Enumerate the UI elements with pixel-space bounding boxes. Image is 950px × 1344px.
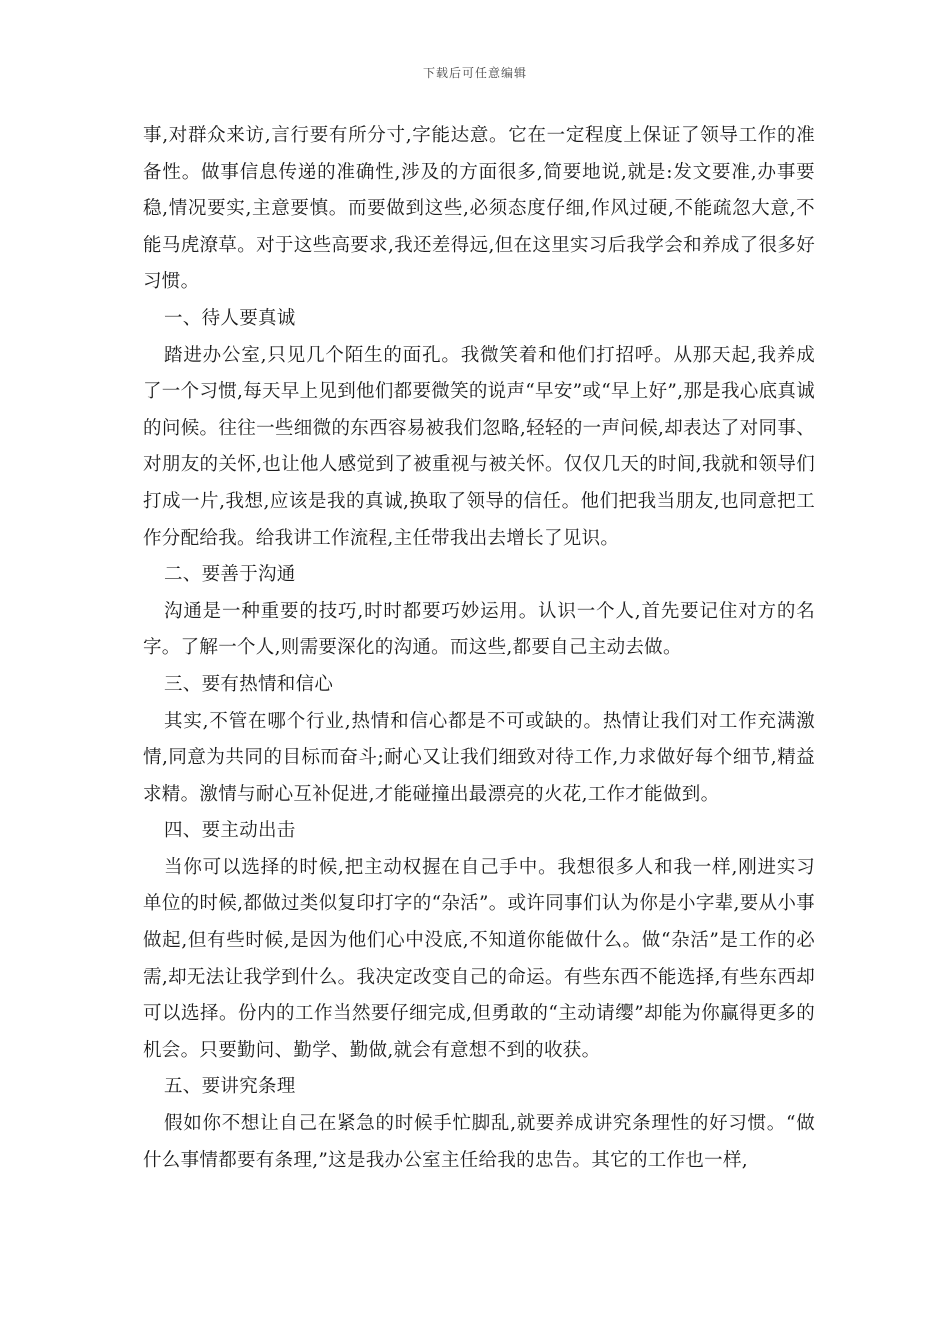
section-heading-1: 一、待人要真诚 <box>164 307 296 329</box>
intro-paragraph: 事,对群众来访,言行要有所分寸,字能达意。它在一定程度上保证了领导工作的准备性。做事信息传递的准确性,涉及的方面很多,简要地说,就是:发文要准,办事要稳,情况要实,主意要慎。而要做到这些,必须态度仔细,作风过硬,不能疏忽大意,不能马虎潦草。对于这些高要求,我还差得远,但在这里实习后我学会和养成了很多好习惯。 <box>143 125 815 293</box>
section-paragraph-2: 沟通是一种重要的技巧,时时都要巧妙运用。认识一个人,首先要记住对方的名字。了解一个人,则需要深化的沟通。而这些,都要自己主动去做。 <box>143 600 815 659</box>
section-paragraph-5: 假如你不想让自己在紧急的时候手忙脚乱,就要养成讲究条理性的好习惯。“做什么事情都要有条理,”这是我办公室主任给我的忠告。其它的工作也一样, <box>143 1113 815 1171</box>
section-paragraph-4: 当你可以选择的时候,把主动权握在自己手中。我想很多人和我一样,刚进实习单位的时候,都做过类似复印打字的“杂活”。或许同事们认为你是小字辈,要从小事做起,但有些时候,是因为他们心中没底,不知道你能做什么。做“杂活”是工作的必需,却无法让我学到什么。我决定改变自己的命运。有些东西不能选择,有些东西却可以选择。份内的工作当然要仔细完成,但勇敢的“主动请缨”却能为你赢得更多的机会。只要勤问、勤学、勤做,就会有意想不到的收获。 <box>143 856 815 1061</box>
section-paragraph-3: 其实,不管在哪个行业,热情和信心都是不可或缺的。热情让我们对工作充满激情,同意为共同的目标而奋斗;耐心又让我们细致对待工作,力求做好每个细节,精益求精。激情与耐心互补促进,才能碰撞出最漂亮的火花,工作才能做到。 <box>143 710 815 805</box>
section-heading-2: 二、要善于沟通 <box>164 564 296 586</box>
document-body <box>143 118 815 1179</box>
section-paragraph-1: 踏进办公室,只见几个陌生的面孔。我微笑着和他们打招呼。从那天起,我养成了一个习惯,每天早上见到他们都要微笑的说声“早安”或“早上好”,那是我心底真诚的问候。往往一些细微的东西容易被我们忽略,轻轻的一声问候,却表达了对同事、对朋友的关怀,也让他人感觉到了被重视与被关怀。仅仅几天的时间,我就和领导们打成一片,我想,应该是我的真诚,换取了领导的信任。他们把我当朋友,也同意把工作分配给我。给我讲工作流程,主任带我出去增长了见识。 <box>143 344 815 549</box>
page-header: 下载后可任意编辑 <box>422 66 527 80</box>
section-heading-5: 五、要讲究条理 <box>164 1076 296 1098</box>
section-heading-3: 三、要有热情和信心 <box>164 673 334 695</box>
section-heading-4: 四、要主动出击 <box>164 820 296 842</box>
